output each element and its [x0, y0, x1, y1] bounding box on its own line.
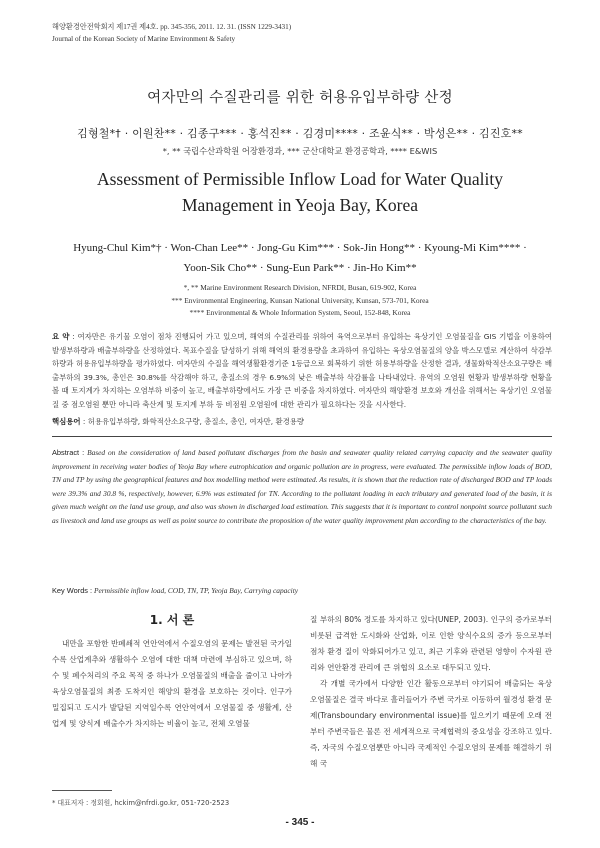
section-heading-introduction: 1. 서 론 [149, 613, 195, 627]
english-abstract [52, 446, 552, 528]
english-keywords-label: Key Words : [52, 586, 93, 595]
korean-abstract-label: 요 약 [52, 332, 70, 341]
korean-keywords [52, 416, 552, 427]
body-right-column [310, 612, 552, 772]
journal-header [52, 22, 291, 45]
corresponding-author-footnote: * 대표저자 : 정회원, hckim@nfrdi.go.kr, 051-720-2523 [52, 799, 230, 807]
affiliation-line3: **** Environmental & Whole Information System, Seoul, 152-848, Korea [189, 308, 411, 317]
body-paragraph: 각 개별 국가에서 다양한 인간 활동으로부터 야기되어 배출되는 육상오염물질은 결국 바다로 흘러들어가 주변 국가로 이동하여 월경성 환경 문제(Transboundary environmental issue)를 일으키기 때문에 오래 전부터 주변국들은 물론 전 세계적으로 국제협력의 중요성을 강조하고 있다. 즉, 자국의 수질오염뿐만 아니라 국제적인 수질오염의 문제를 해결하기 위해 국 [310, 679, 552, 768]
korean-abstract-text: : 여자만은 유기물 오염이 점차 진행되어 가고 있으며, 해역의 수질관리를 위하여 육역으로부터 유입하는 육상기인 오염물질을 GIS 기법을 이용하여 발생부하량과 배출부하량을 산정하였다. 목표수질을 달성하기 위해 해역의 환경용량을 초과하여 유입하는 육상오염물질의 양을 박스모델로 계산하여 삭감부하량과 허용유입부하량을 평가하였다. 여자만의 수질을 해역생활환경기준 1등급으로 회복하기 위한 허용부하량을 산정한 결과, 생물화학적산소요구량은 배출부하의 39.3%, 총인은 30.8%를 삭감해야 하고, 총질소의 경우 6.9%의 낮은 배출부하 삭감률을 나타내었다. 유역의 오염원 현황과 발생부하량 현황을 볼 때 토지계가 차지하는 오염부하 비중이 높고, 배출부하량에서도 가장 큰 비중을 차지하였다. 여자만의 해양환경 보호와 개선을 위해서는 육상기인 오염물질 중 점오염원 뿐만 아니라 축산계 및 토지계 부하 등 비점원 오염원에 대한 관리가 필요하다는 것을 시사한다. [52, 332, 552, 409]
abstract-divider [52, 436, 552, 437]
english-title-line2: Management in Yeoja Bay, Korea [181, 195, 419, 215]
english-affiliations [0, 282, 600, 320]
english-abstract-text: Based on the consideration of land based pollutant discharges from the basin and seawater quality related carrying capacity and the seawater quality improvement in receiving water bodies of Yeoja Bay where eutrophication and organic pollution are in progress, were evaluated. The permissible inflow loads of BOD, TN and TP by using the geographical features and box modelling method were estimated. As results, it is shown that the reduction rate of discharged BOD and TP loads were 39.3% and 30.8 %, respectively, however, 6.9% was estimated for TN. According to the pollutant loading in each tributary and generated load of the basin, it is given much weight on the land use group, and also was shown in discharged load estimation. This suggests that it is important to control nonpoint source pollutant such as livestock and land use groups as well as point source to contribute the proposition of the water quality improvement plan according to the characteristics of the bay. [52, 448, 552, 525]
korean-affiliation: *, ** 국립수산과학원 어장환경과, *** 군산대학교 환경공학과, **** E&WIS [162, 146, 438, 156]
korean-abstract [52, 330, 552, 412]
english-keywords [52, 586, 552, 595]
english-authors-line2: Yoon-Sik Cho** · Sung-Eun Park** · Jin-Ho Kim** [183, 262, 417, 274]
korean-title: 여자만의 수질관리를 위한 허용유입부하량 산정 [147, 90, 453, 106]
english-title [0, 166, 600, 218]
english-abstract-label: Abstract : [52, 448, 85, 457]
body-paragraph: 질 부하의 80% 정도를 차지하고 있다(UNEP, 2003). 인구의 증가로부터 비롯된 급격한 도시화와 산업화, 이로 인한 양식수요의 증가 등으로부터 점차 환경 질이 악화되어가고 있고, 최근 기후와 관련된 영향이 수자원 관리와 연안환경 관리에 큰 위협의 요소로 대두되고 있다. [310, 615, 552, 672]
journal-info-korean: 해양환경안전학회지 제17권 제4호. pp. 345-356, 2011. 12. 31. (ISSN 1229-3431) [52, 23, 292, 31]
korean-authors: 김형철*† · 이원찬** · 김종구*** · 홍석진** · 김경미**** · 조윤식** · 박성은** · 김진호** [77, 127, 523, 140]
body-paragraph: 내만을 포함한 반폐쇄적 연안역에서 수질오염의 문제는 발전된 국가일수록 산업계추와 생활하수 오염에 대한 대책 마련에 부심하고 있으며, 하수 및 폐수처리의 주요 목적 중 하나가 오염물질의 배출을 줄이고 나아가 육상오염물질의 최종 도착지인 해양의 환경을 보호하는 것이다. 인구가 밀집되고 도시가 발달된 지역일수록 연안역에서 오염물질 중 생활계, 산업계 및 양식계 배출수가 차지하는 비율이 높고, 전체 오염물 [52, 639, 292, 728]
footnote-rule [52, 790, 112, 791]
english-keywords-text: Permissible inflow load, COD, TN, TP, Yeoja Bay, Carrying capacity [92, 586, 299, 595]
page-number: - 345 - [285, 817, 315, 828]
korean-keywords-label: 핵심용어 [52, 417, 81, 426]
affiliation-line2: *** Environmental Engineering, Kunsan National University, Kunsan, 573-701, Korea [171, 295, 429, 305]
english-authors-line1: Hyung-Chul Kim*† · Won-Chan Lee** · Jong-Gu Kim*** · Sok-Jin Hong** · Kyoung-Mi Kim**** · [73, 242, 527, 254]
english-authors [0, 238, 600, 278]
body-left-column [52, 636, 292, 732]
english-title-line1: Assessment of Permissible Inflow Load for Water Quality [96, 169, 504, 189]
journal-info-english: Journal of the Korean Society of Marine Environment & Safety [52, 34, 236, 43]
affiliation-line1: *, ** Marine Environment Research Division, NFRDI, Busan, 619-902, Korea [183, 283, 417, 292]
korean-keywords-text: : 허용유입부하량, 화학적산소요구량, 총질소, 총인, 여자만, 환경용량 [80, 417, 305, 426]
